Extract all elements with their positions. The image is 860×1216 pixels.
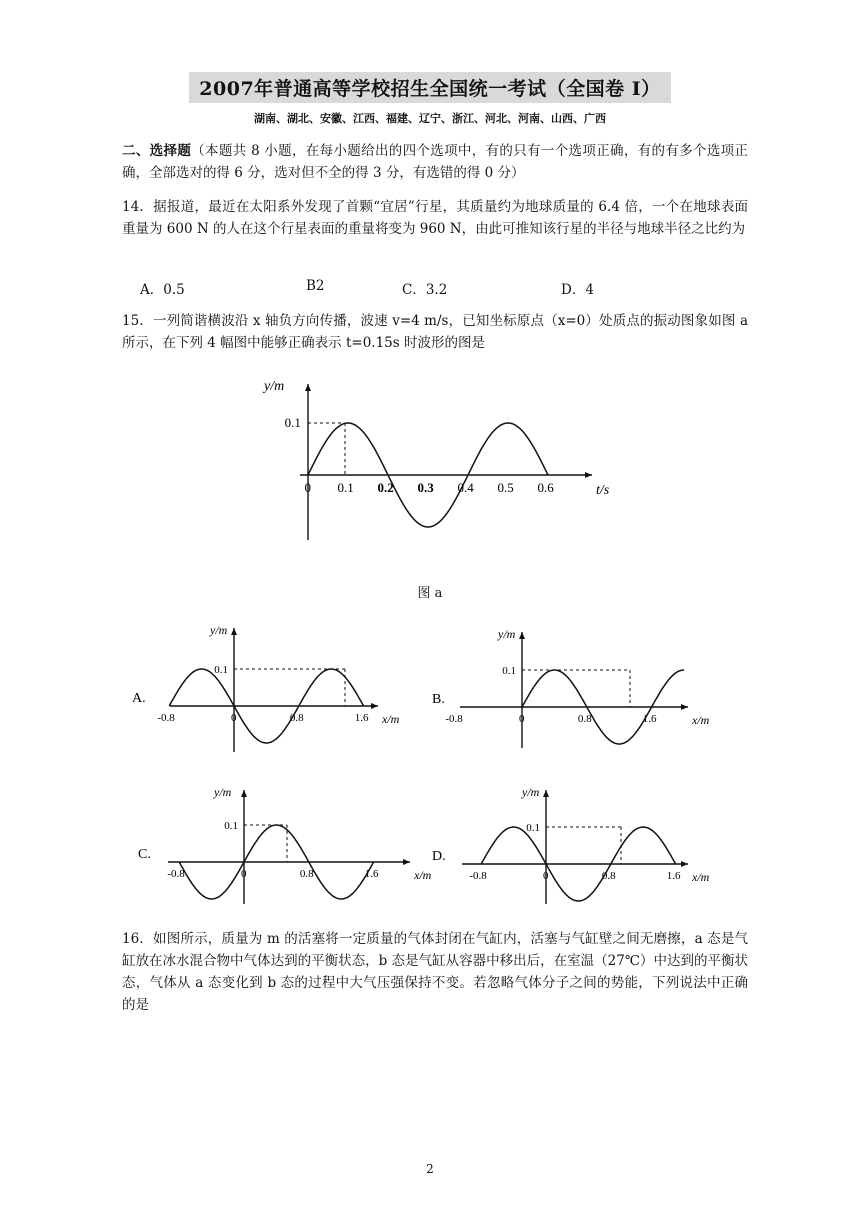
- x-tick-label: 1.6: [666, 870, 681, 882]
- y-axis-label: y/m: [210, 623, 228, 637]
- x-axis-arrow: [371, 703, 378, 709]
- wave-curve: [179, 825, 373, 899]
- x-tick-label: -0.8: [167, 868, 185, 880]
- x-tick-label: 0: [519, 713, 525, 725]
- section-heading: 二、选择题: [122, 143, 192, 159]
- y-axis-arrow: [543, 790, 549, 797]
- x-tick-label: 1.6: [364, 868, 379, 880]
- exam-title-wrap: [0, 72, 860, 103]
- option-b: B2: [306, 278, 325, 294]
- y-axis-arrow: [231, 628, 237, 635]
- page-number: 2: [426, 1162, 434, 1176]
- y-axis-label: y/m: [214, 785, 232, 799]
- exam-title: 2007年普通高等学校招生全国统一考试（全国卷 I）: [189, 72, 670, 103]
- y-tick-label: 0.1: [284, 415, 301, 430]
- y-tick-label: 0.1: [526, 822, 540, 834]
- y-tick-label: 0.1: [224, 820, 238, 832]
- question-14-text: 14．据报道，最近在太阳系外发现了首颗“宜居”行星，其质量约为地球质量的 6.4 倍，一个在地球表面重量为 600 N 的人在这个行星表面的重量将变为 960 N，由此可推知该行星的半径与地球半径之比约为: [122, 199, 748, 237]
- option-c-plot: [138, 785, 432, 904]
- x-tick-label: 0: [304, 480, 311, 495]
- option-label: C.: [138, 847, 151, 862]
- x-tick-label: 0: [231, 712, 237, 724]
- y-axis-arrow: [519, 632, 525, 639]
- x-axis-label: x/m: [692, 713, 710, 727]
- y-axis-label: y/m: [264, 379, 285, 394]
- y-axis-arrow: [305, 384, 311, 391]
- x-tick-label: -0.8: [157, 712, 175, 724]
- x-tick-label: 1.6: [354, 712, 369, 724]
- x-tick-label: 0.3: [417, 480, 434, 495]
- wave-curve: [522, 670, 684, 744]
- x-axis-arrow: [585, 472, 592, 478]
- province-list: 湖南、湖北、安徽、江西、福建、辽宁、浙江、河北、河南、山西、广西: [254, 112, 606, 125]
- section-instructions: （本题共 8 小题，在每小题给出的四个选项中，有的只有一个选项正确，有的有多个选项正确，全部选对的得 6 分，选对但不全的得 3 分，有选错的得 0 分）: [122, 143, 749, 181]
- x-tick-label: 0.6: [537, 480, 554, 495]
- wave-curve: [169, 669, 363, 743]
- section-intro: [122, 140, 748, 184]
- y-axis-label: y/m: [498, 627, 516, 641]
- x-tick-label: 0.2: [377, 480, 394, 495]
- option-d-plot: [432, 785, 710, 904]
- y-axis-label: y/m: [522, 785, 540, 799]
- x-tick-label: 0.4: [457, 480, 474, 495]
- y-tick-label: 0.1: [502, 665, 516, 677]
- x-tick-label: 0.1: [337, 480, 354, 495]
- y-tick-label: 0.1: [214, 664, 228, 676]
- option-c: C．3.2: [402, 282, 448, 298]
- question-16-text: 16．如图所示，质量为 m 的活塞将一定质量的气体封闭在气缸内，活塞与气缸壁之间无磨擦，a 态是气缸放在冰水混合物中气体达到的平衡状态，b 态是气缸从容器中移出后，在室温（27℃）中达到的平衡状态，气体从 a 态变化到 b 态的过程中大气压强保持不变。若忽略气体分子之间的势能，下列说法中正确的是: [122, 931, 748, 1013]
- option-label: A.: [132, 691, 146, 706]
- x-axis-arrow: [681, 704, 688, 710]
- y-axis-arrow: [241, 790, 247, 797]
- x-tick-label: 1.6: [642, 713, 657, 725]
- x-axis-label: t/s: [596, 483, 610, 498]
- option-d: D．4: [561, 282, 594, 298]
- x-tick-label: 0.8: [601, 870, 616, 882]
- x-tick-label: -0.8: [445, 713, 463, 725]
- x-axis-arrow: [681, 861, 688, 867]
- option-label: D.: [432, 849, 446, 864]
- x-tick-label: 0: [543, 870, 549, 882]
- question-15-text: 15．一列简谐横波沿 x 轴负方向传播，波速 v=4 m/s，已知坐标原点（x=0）处质点的振动图象如图 a 所示，在下列 4 幅图中能够正确表示 t=0.15s 时波形的图是: [122, 313, 748, 351]
- x-tick-label: -0.8: [469, 870, 487, 882]
- option-a: A．0.5: [140, 282, 185, 298]
- x-tick-label: 0.5: [497, 480, 514, 495]
- figure-a-plot: [262, 379, 610, 540]
- x-axis-label: x/m: [382, 712, 400, 726]
- wave-curve: [481, 827, 675, 901]
- figure-a-caption: 图 a: [417, 586, 443, 601]
- x-axis-arrow: [403, 859, 410, 865]
- option-a-plot: [132, 623, 400, 752]
- x-tick-label: 0: [241, 868, 247, 880]
- x-tick-label: 0.8: [577, 713, 592, 725]
- option-b-plot: [432, 627, 710, 748]
- x-axis-label: x/m: [414, 868, 432, 882]
- wave-curve: [308, 423, 548, 527]
- x-tick-label: 0.8: [289, 712, 304, 724]
- x-axis-label: x/m: [692, 870, 710, 884]
- x-tick-label: 0.8: [299, 868, 314, 880]
- option-label: B.: [432, 692, 445, 707]
